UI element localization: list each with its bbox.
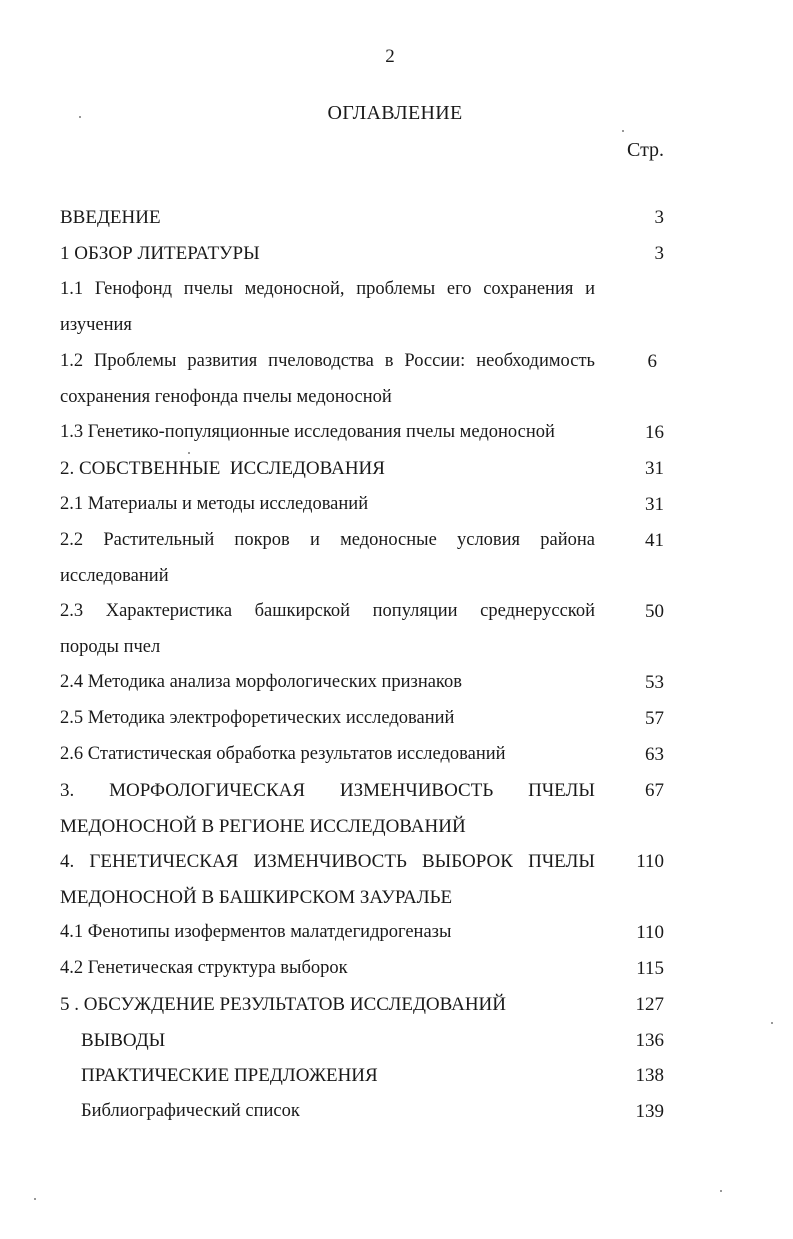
toc-entry-page: 63 xyxy=(645,744,664,765)
toc-entry-line: 1.2 Проблемы развития пчеловодства в России: необходимость xyxy=(60,351,595,371)
toc-entry-page: 3 xyxy=(654,243,664,264)
toc-entry-line: породы пчел xyxy=(60,636,161,657)
toc-entry-1-2 xyxy=(0,344,793,415)
toc-entry-line: МЕДОНОСНОЙ В РЕГИОНЕ ИССЛЕДОВАНИЙ xyxy=(60,815,466,837)
toc-entry-4-2 xyxy=(0,951,793,987)
toc-entry-page: 3 xyxy=(654,207,664,228)
toc-entry-page: 16 xyxy=(645,422,664,443)
toc-entry-page: 31 xyxy=(645,458,664,479)
toc-entry-page: 115 xyxy=(636,958,664,979)
toc-entry-text: 5 . ОБСУЖДЕНИЕ РЕЗУЛЬТАТОВ ИССЛЕДОВАНИЙ xyxy=(60,994,506,1015)
toc-entry-text xyxy=(60,272,595,343)
toc-entry-line: МЕДОНОСНОЙ В БАШКИРСКОМ ЗАУРАЛЬЕ xyxy=(60,886,453,908)
toc-entry-line: 2.3 Характеристика башкирской популяции среднерусской xyxy=(60,601,595,621)
toc-entry-chapter-4 xyxy=(0,844,793,915)
toc-entry-text: 1 ОБЗОР ЛИТЕРАТУРЫ xyxy=(60,243,260,264)
page-number: 2 xyxy=(385,46,395,67)
toc-entry-line: сохранения генофонда пчелы медоносной xyxy=(60,386,392,407)
toc-entry-bibliography xyxy=(0,1094,793,1130)
toc-entry-text: 4.1 Фенотипы изоферментов малатдегидрогеназы xyxy=(60,922,452,942)
toc-entry-text: ВВЕДЕНИЕ xyxy=(60,207,161,228)
toc-entries xyxy=(0,200,793,1130)
toc-entry-introduction xyxy=(0,200,793,236)
scan-speck xyxy=(188,452,190,454)
toc-entry-text xyxy=(60,344,595,415)
toc-entry-1-3 xyxy=(0,415,793,451)
toc-entry-page: 110 xyxy=(636,851,664,872)
toc-entry-text: 2.5 Методика электрофоретических исследований xyxy=(60,708,455,728)
toc-entry-own-research xyxy=(0,451,793,487)
toc-entry-line: изучения xyxy=(60,314,132,335)
toc-entry-page: 57 xyxy=(645,708,664,729)
toc-entry-text: 4.2 Генетическая структура выборок xyxy=(60,958,348,978)
toc-entry-page: 50 xyxy=(645,601,664,622)
toc-entry-4-1 xyxy=(0,915,793,951)
toc-entry-2-5 xyxy=(0,701,793,737)
toc-entry-page: 6 xyxy=(647,351,657,372)
toc-entry-literature-review xyxy=(0,236,793,272)
scan-speck xyxy=(771,1022,773,1024)
toc-entry-page: 136 xyxy=(635,1030,664,1051)
toc-entry-chapter-5 xyxy=(0,987,793,1023)
page-column-label: Стр. xyxy=(627,139,665,161)
toc-entry-text: ПРАКТИЧЕСКИЕ ПРЕДЛОЖЕНИЯ xyxy=(81,1065,378,1086)
toc-entry-page: 53 xyxy=(645,672,664,693)
toc-entry-text: 2.4 Методика анализа морфологических признаков xyxy=(60,672,462,692)
toc-entry-text xyxy=(60,594,595,665)
toc-entry-page: 110 xyxy=(636,922,664,943)
toc-entry-text: 2.1 Материалы и методы исследований xyxy=(60,494,369,514)
toc-entry-line: исследований xyxy=(60,565,169,586)
toc-entry-2-1 xyxy=(0,487,793,523)
toc-entry-line: 4. ГЕНЕТИЧЕСКАЯ ИЗМЕНЧИВОСТЬ ВЫБОРОК ПЧЕЛЫ xyxy=(60,851,595,872)
toc-entry-page: 31 xyxy=(645,494,664,515)
toc-title: ОГЛАВЛЕНИЕ xyxy=(327,102,463,124)
scan-speck xyxy=(34,1198,36,1200)
toc-entry-line: 2.2 Растительный покров и медоносные условия района xyxy=(60,530,595,550)
toc-entry-page: 139 xyxy=(635,1101,664,1122)
toc-entry-text xyxy=(60,844,595,915)
toc-entry-text: 2.6 Статистическая обработка результатов исследований xyxy=(60,744,506,764)
toc-entry-2-3 xyxy=(0,594,793,665)
scan-speck xyxy=(79,116,81,118)
toc-entry-line: 3. МОРФОЛОГИЧЕСКАЯ ИЗМЕНЧИВОСТЬ ПЧЕЛЫ xyxy=(60,780,595,801)
toc-entry-2-6 xyxy=(0,737,793,773)
toc-entry-text: 2. СОБСТВЕННЫЕ ИССЛЕДОВАНИЯ xyxy=(60,458,385,479)
toc-entry-2-2 xyxy=(0,523,793,594)
scan-speck xyxy=(720,1190,722,1192)
scan-speck xyxy=(622,130,624,132)
toc-entry-line: 1.1 Генофонд пчелы медоносной, проблемы его сохранения и xyxy=(60,279,595,299)
toc-entry-page: 138 xyxy=(635,1065,664,1086)
toc-entry-1-1 xyxy=(0,272,793,344)
toc-entry-chapter-3 xyxy=(0,773,793,844)
toc-entry-2-4 xyxy=(0,665,793,701)
toc-entry-page: 127 xyxy=(635,994,664,1015)
toc-entry-text: Библиографический список xyxy=(81,1101,300,1121)
toc-entry-conclusions xyxy=(0,1023,793,1058)
toc-entry-text: 1.3 Генетико-популяционные исследования пчелы медоносной xyxy=(60,422,555,442)
toc-entry-text xyxy=(60,773,595,844)
toc-entry-page: 41 xyxy=(645,530,664,551)
toc-entry-practical-proposals xyxy=(0,1058,793,1094)
toc-entry-text: ВЫВОДЫ xyxy=(81,1030,166,1051)
toc-entry-page: 67 xyxy=(645,780,664,801)
toc-entry-text xyxy=(60,523,595,594)
